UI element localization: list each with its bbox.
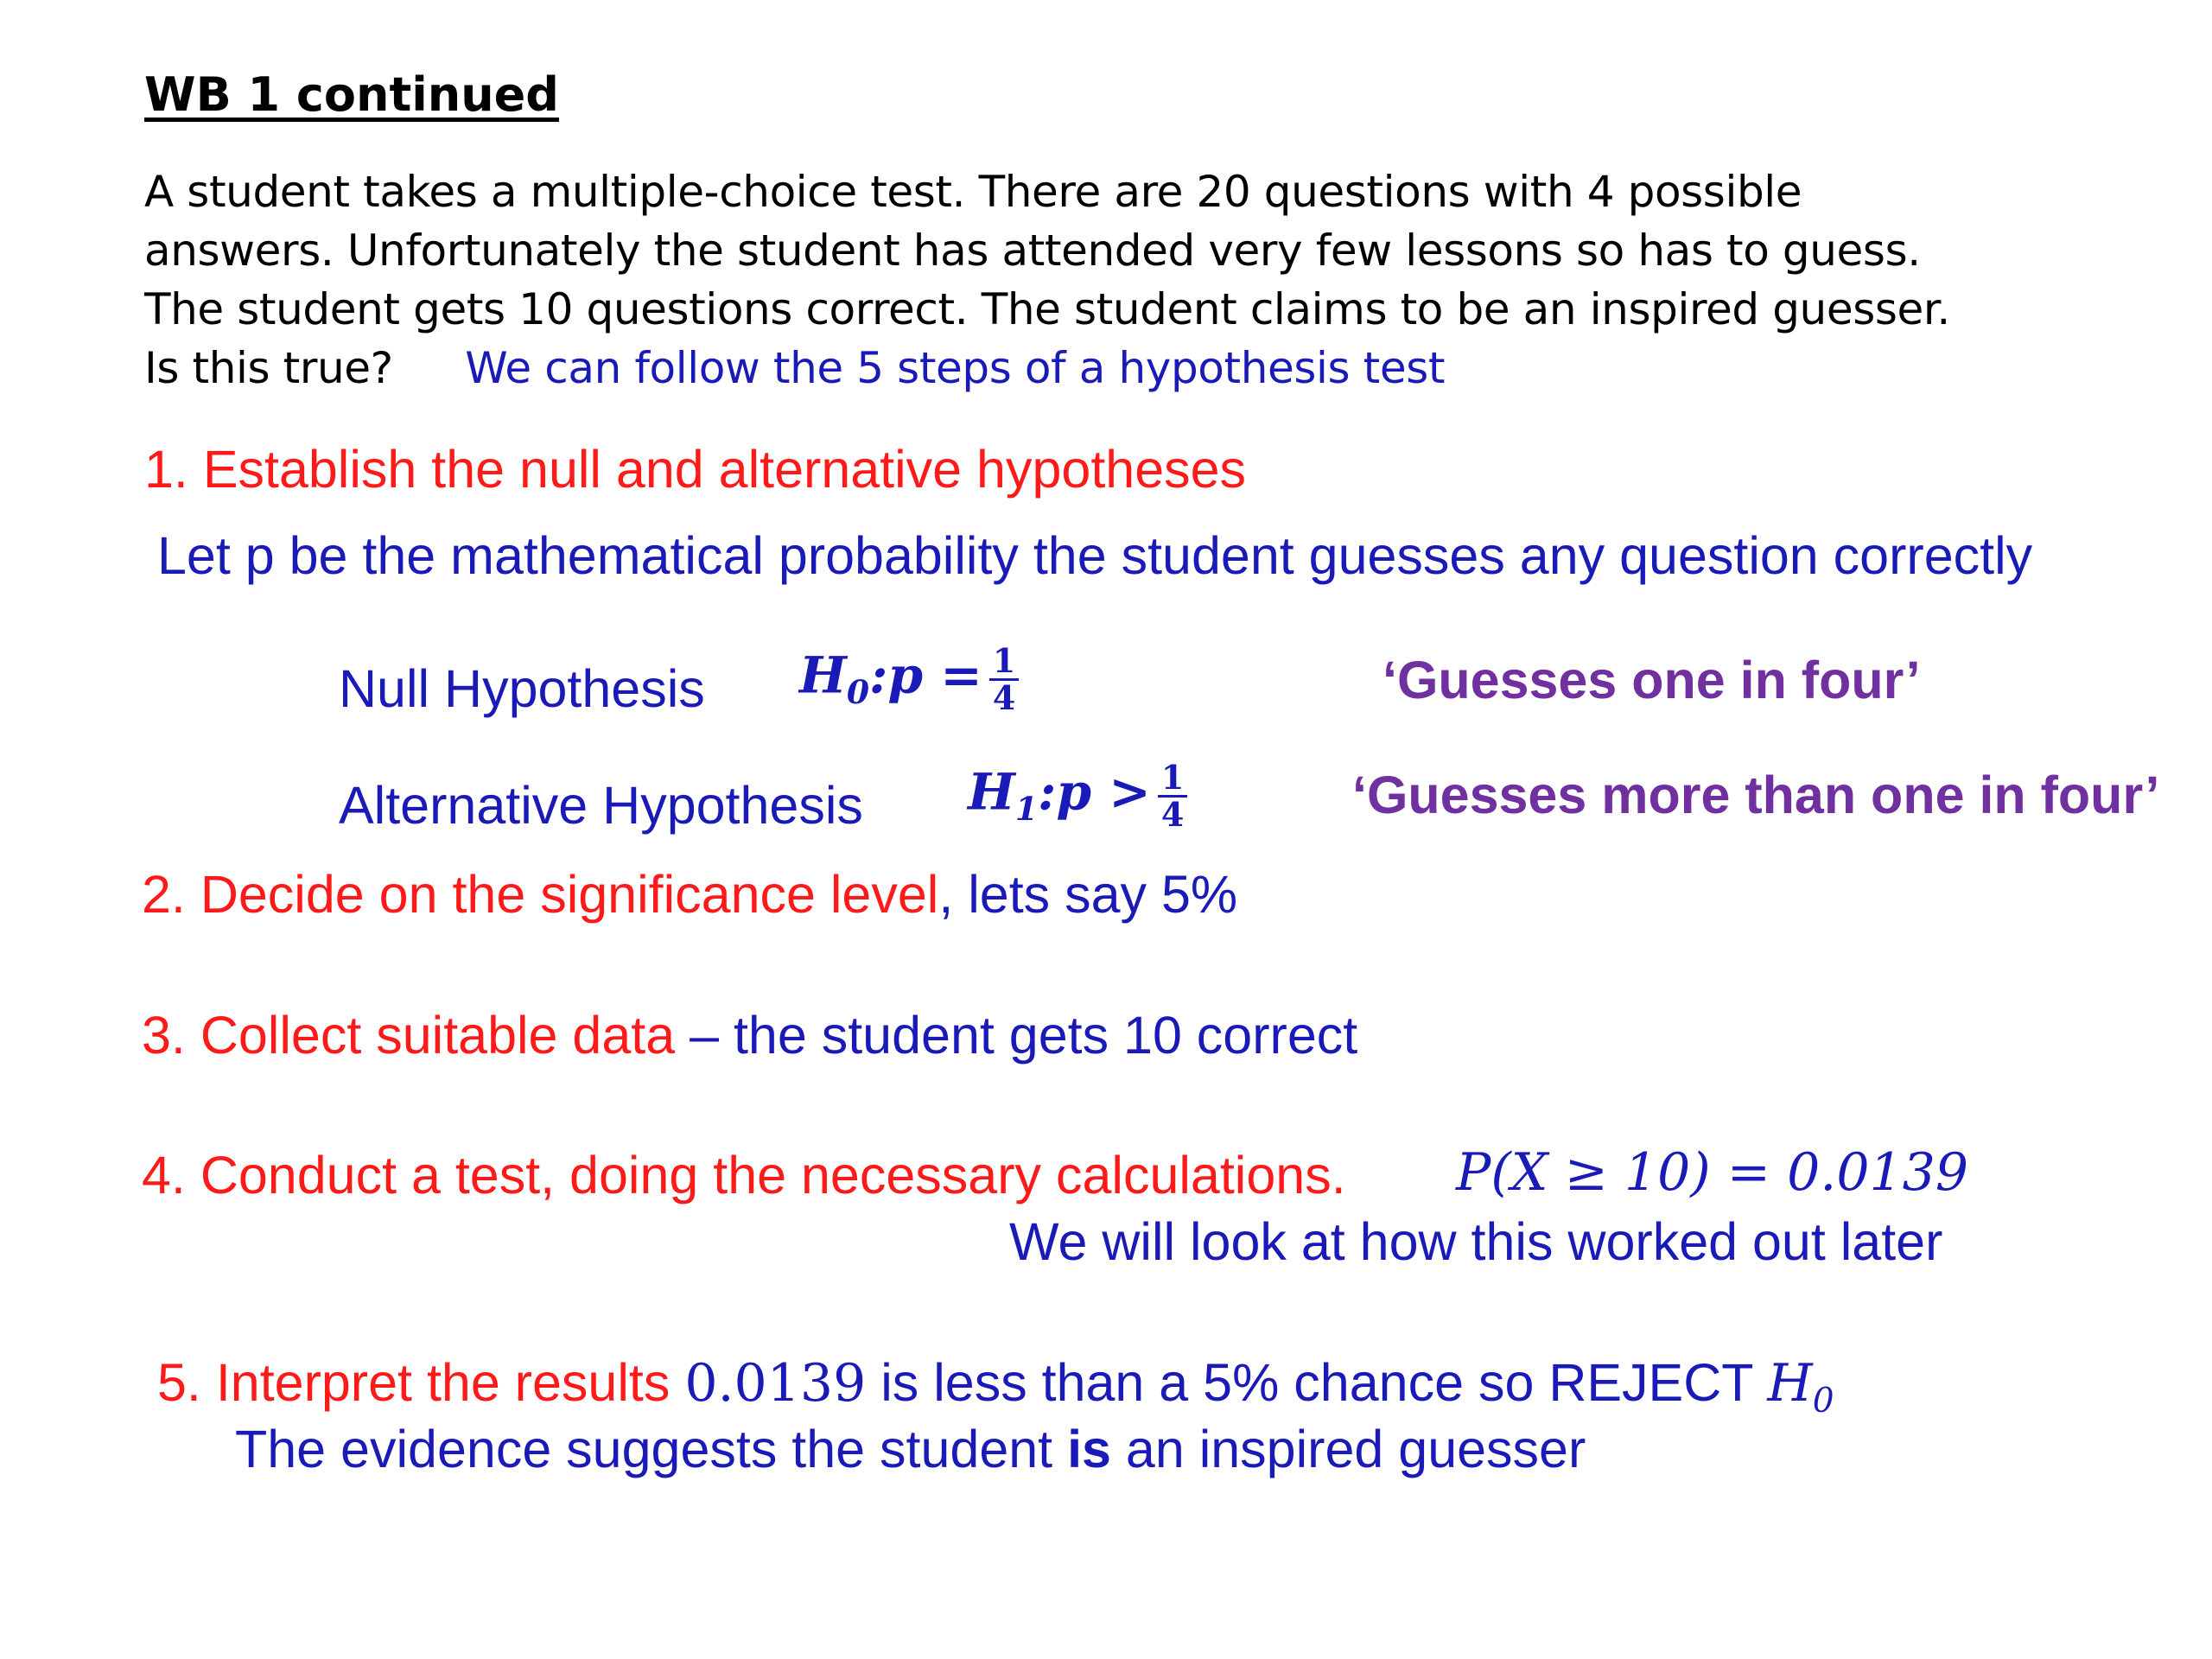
problem-line-4: [144, 339, 1950, 397]
problem-line-1: A student takes a multiple-choice test. There are 20 questions with 4 possible: [144, 167, 1802, 217]
fraction-one-quarter: $\frac{1}{4}$: [989, 644, 1019, 715]
alternative-hypothesis-quote: ‘Guesses more than one in four’: [1352, 766, 2160, 824]
problem-statement: [144, 162, 1950, 397]
step-4-note: We will look at how this worked out later: [1009, 1212, 1943, 1271]
step-4: [142, 1145, 1346, 1205]
p-value: 0.0139: [684, 1353, 867, 1414]
step-2: [142, 864, 1237, 925]
step-2-detail: , lets say 5%: [938, 865, 1238, 924]
null-hypothesis-quote: ‘Guesses one in four’: [1382, 651, 1921, 709]
let-p-definition: Let p be the mathematical probability the student guesses any question correctly: [157, 526, 2033, 585]
fraction-one-quarter: $\frac{1}{4}$: [1158, 760, 1187, 832]
step-1-heading: 1. Establish the null and alternative hypotheses: [144, 440, 1247, 499]
step-4-heading: 4. Conduct a test, doing the necessary calculations.: [142, 1146, 1346, 1205]
problem-line-2: answers. Unfortunately the student has attended very few lessons so has to guess.: [144, 226, 1921, 276]
probability-calculation: P(X ≥ 10) = 0.0139: [1456, 1142, 1969, 1203]
alternative-hypothesis-label: Alternative Hypothesis: [339, 776, 863, 835]
question-text: Is this true?: [144, 343, 393, 393]
step-3-heading: 3. Collect suitable data: [142, 1006, 676, 1065]
step-5-heading: 5. Interpret the results: [157, 1353, 685, 1412]
step-5-detail: is less than a 5% chance so REJECT: [866, 1353, 1768, 1412]
step-2-heading: 2. Decide on the significance level: [142, 865, 939, 924]
step-5: [157, 1352, 1834, 1421]
page-title: WB 1 continued: [144, 67, 559, 122]
null-hypothesis-formula: $H_0:p$ = $\frac{1}{4}$: [799, 644, 1019, 715]
step-3: [142, 1005, 1357, 1065]
null-hypothesis-symbol: $H_0$: [1767, 1353, 1834, 1421]
problem-line-3: The student gets 10 questions correct. The student claims to be an inspired guesser.: [144, 284, 1950, 334]
step-3-detail: – the student gets 10 correct: [675, 1006, 1358, 1065]
null-hypothesis-label: Null Hypothesis: [339, 659, 705, 718]
step-5-conclusion: The evidence suggests the student is an inspired guesser: [235, 1420, 1586, 1478]
alternative-hypothesis-formula: $H_1:p$ > $\frac{1}{4}$: [968, 760, 1187, 832]
steps-intro: We can follow the 5 steps of a hypothesis test: [465, 343, 1446, 393]
